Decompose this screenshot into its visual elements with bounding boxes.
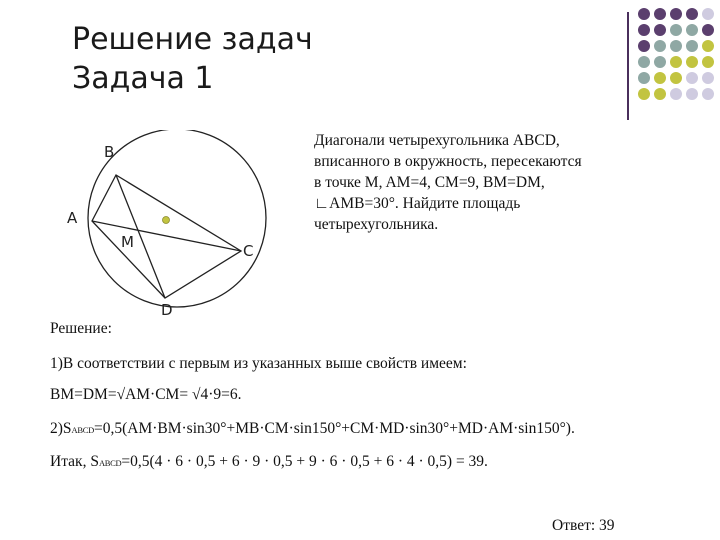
decor-dot bbox=[654, 8, 666, 20]
title-line-1: Решение задач bbox=[72, 22, 313, 57]
step-2-formula: =0,5(AM·BM·sin30°+MB·CM·sin150°+CM·MD·sin30°+MD·AM·sin150°). bbox=[93, 420, 575, 437]
solution-step-3 bbox=[50, 453, 488, 471]
decor-dot bbox=[670, 8, 682, 20]
title-line-2: Задача 1 bbox=[72, 61, 214, 96]
step-2-prefix: 2)S bbox=[50, 420, 72, 437]
label-point-d: D bbox=[161, 301, 173, 319]
step-2-subscript: ABCD bbox=[71, 425, 94, 435]
solution-step-2 bbox=[50, 420, 575, 438]
decor-dot bbox=[670, 88, 682, 100]
decor-dot bbox=[686, 88, 698, 100]
decor-dot bbox=[702, 56, 714, 68]
decorative-dot-grid bbox=[638, 8, 718, 108]
decor-dot bbox=[654, 56, 666, 68]
decor-dot bbox=[686, 24, 698, 36]
step-3-subscript: ABCD bbox=[98, 458, 122, 468]
decor-dot bbox=[702, 24, 714, 36]
label-point-c: C bbox=[243, 242, 254, 260]
slide-title bbox=[72, 20, 313, 98]
decor-dot bbox=[654, 24, 666, 36]
circle-center-dot bbox=[163, 217, 170, 224]
decor-dot bbox=[638, 72, 650, 84]
decor-dot bbox=[670, 56, 682, 68]
decor-dot bbox=[638, 40, 650, 52]
step-3-formula: =0,5(4 · 6 · 0,5 + 6 · 9 · 0,5 + 9 · 6 · 0,5 + 6 · 4 · 0,5) = 39. bbox=[121, 453, 488, 470]
label-point-m: M bbox=[121, 233, 134, 251]
decor-dot bbox=[686, 40, 698, 52]
decor-dot bbox=[638, 56, 650, 68]
decor-dot bbox=[670, 40, 682, 52]
decor-dot bbox=[654, 40, 666, 52]
decor-dot bbox=[654, 72, 666, 84]
solution-step-1: 1)В соответствии с первым из указанных выше свойств имеем: bbox=[50, 355, 467, 372]
decor-dot bbox=[638, 88, 650, 100]
problem-statement: Диагонали четырехугольника ABCD, вписанного в окружность, пересекаются в точке M, AM=4, CM=9, BM=DM, ∟AMB=30°. Найдите площадь четырехугольника. bbox=[314, 132, 582, 233]
decor-dot bbox=[654, 88, 666, 100]
decor-dot bbox=[638, 24, 650, 36]
decor-dot bbox=[670, 24, 682, 36]
decor-dot bbox=[686, 56, 698, 68]
diagonal-ac bbox=[92, 221, 241, 251]
solution-step-1-formula: BM=DM=√AM·CM= √4·9=6. bbox=[50, 386, 242, 403]
label-point-a: A bbox=[67, 209, 78, 227]
solution-heading: Решение: bbox=[50, 320, 112, 337]
decor-dot bbox=[702, 72, 714, 84]
decor-dot bbox=[702, 40, 714, 52]
decor-dot bbox=[686, 72, 698, 84]
decor-dot bbox=[670, 72, 682, 84]
circumcircle bbox=[88, 130, 266, 307]
label-point-b: B bbox=[104, 143, 115, 161]
decor-dot bbox=[702, 8, 714, 20]
decor-dot bbox=[686, 8, 698, 20]
decorative-vertical-rule bbox=[627, 12, 629, 120]
inscribed-quadrilateral-figure bbox=[60, 130, 300, 330]
step-3-prefix: Итак, S bbox=[50, 453, 99, 470]
answer-text: Ответ: 39 bbox=[552, 517, 615, 534]
decor-dot bbox=[638, 8, 650, 20]
decor-dot bbox=[702, 88, 714, 100]
